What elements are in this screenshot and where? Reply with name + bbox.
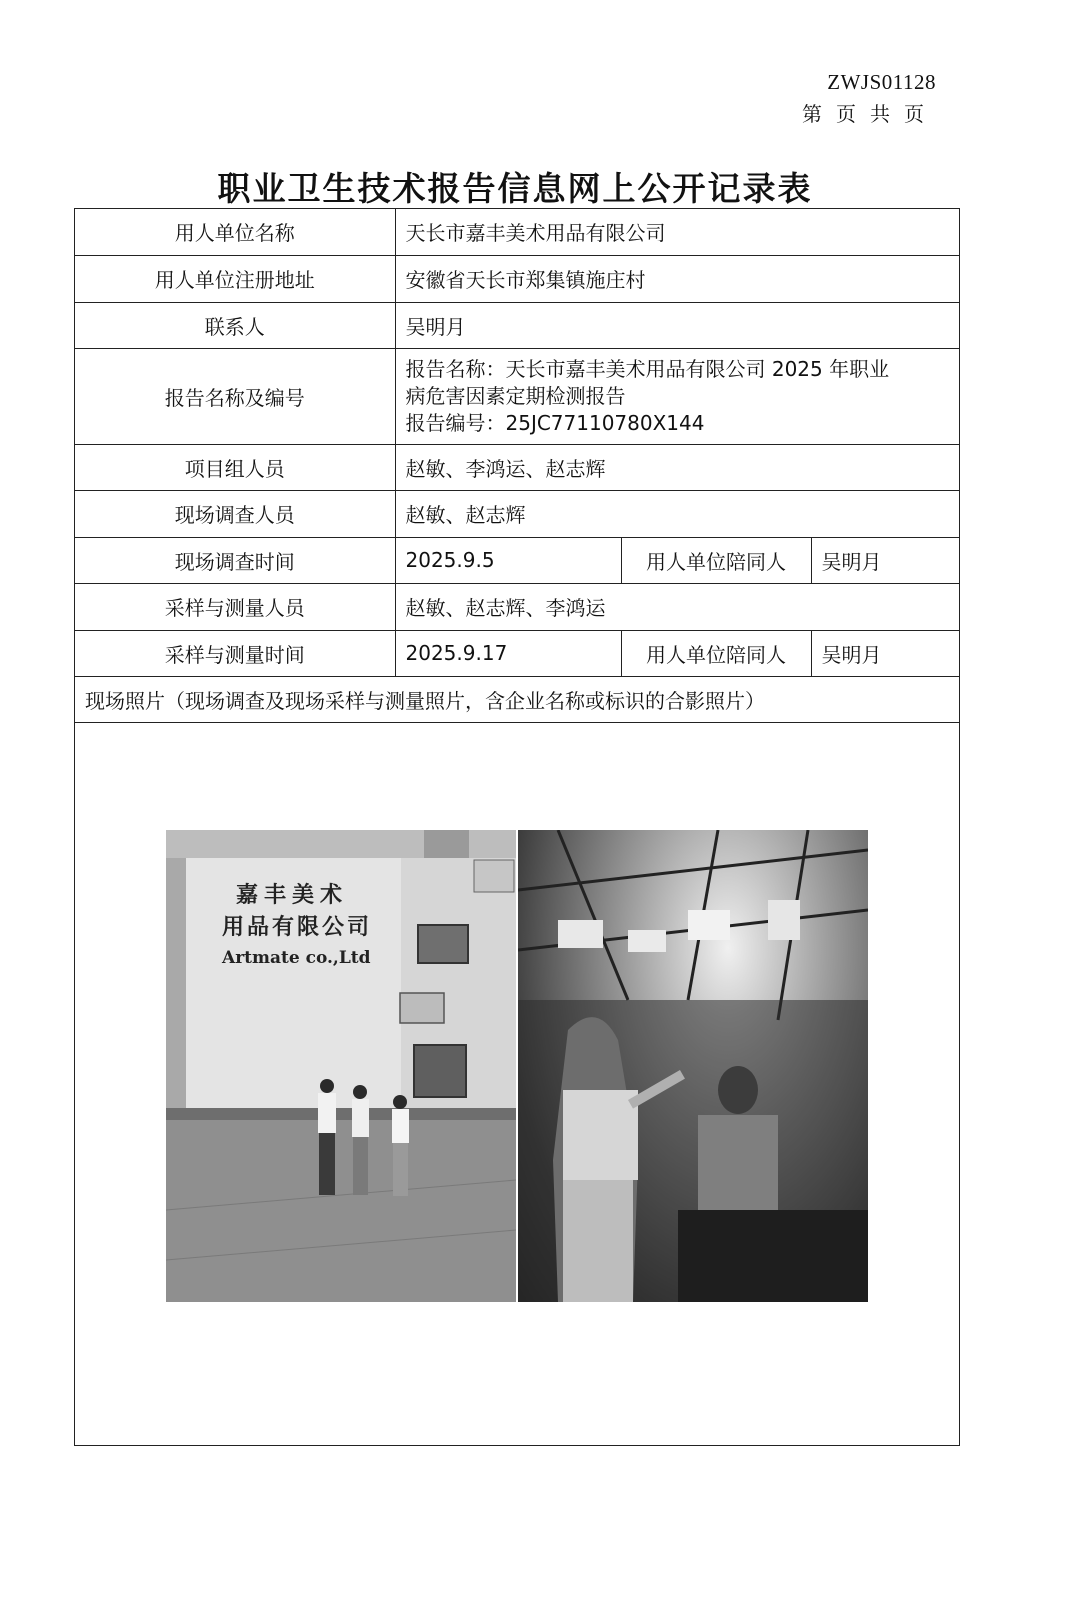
label-survey-staff: 现场调查人员	[75, 490, 395, 537]
label-sampling-staff: 采样与测量人员	[75, 583, 395, 630]
row-contact	[75, 302, 959, 348]
group-photo	[166, 830, 516, 1302]
row-sampling-time	[75, 630, 959, 676]
report-number: 报告编号：25JC77110780X144	[405, 410, 705, 435]
sign-line2: 用品有限公司	[222, 914, 373, 940]
report-name-line1: 报告名称：天长市嘉丰美术用品有限公司 2025 年职业	[405, 356, 890, 381]
sign-line3: Artmate co.,Ltd	[222, 948, 371, 968]
document-code: ZWJS01128	[827, 70, 936, 94]
row-project-team	[75, 444, 959, 490]
page-info: 第页共页	[802, 102, 938, 126]
label-sampling-time: 采样与测量时间	[75, 630, 395, 676]
value-employer-address: 安徽省天长市郑集镇施庄村	[395, 255, 959, 302]
label-survey-escort: 用人单位陪同人	[621, 537, 811, 583]
value-survey-staff: 赵敏、赵志辉	[395, 490, 959, 537]
value-sampling-escort: 吴明月	[811, 630, 959, 676]
value-survey-escort: 吴明月	[811, 537, 959, 583]
row-employer-name	[75, 209, 959, 255]
value-sampling-staff: 赵敏、赵志辉、李鸿运	[395, 583, 959, 630]
row-report	[75, 348, 959, 444]
label-survey-time: 现场调查时间	[75, 537, 395, 583]
info-table	[75, 209, 959, 723]
row-employer-address	[75, 255, 959, 302]
label-employer-name: 用人单位名称	[75, 209, 395, 255]
workshop-photo	[518, 830, 868, 1302]
value-survey-time: 2025.9.5	[395, 537, 621, 583]
row-survey-time	[75, 537, 959, 583]
label-report: 报告名称及编号	[75, 348, 395, 444]
value-project-team: 赵敏、李鸿运、赵志辉	[395, 444, 959, 490]
workshop-photo-illustration	[518, 830, 868, 1302]
label-sampling-escort: 用人单位陪同人	[621, 630, 811, 676]
value-report	[395, 348, 959, 444]
sign-line1: 嘉丰美术	[236, 882, 349, 908]
value-sampling-time: 2025.9.17	[395, 630, 621, 676]
row-photo-caption	[75, 676, 959, 722]
label-project-team: 项目组人员	[75, 444, 395, 490]
value-contact: 吴明月	[395, 302, 959, 348]
report-name-line2: 病危害因素定期检测报告	[405, 383, 626, 408]
row-survey-staff	[75, 490, 959, 537]
photo-caption: 现场照片（现场调查及现场采样与测量照片，含企业名称或标识的合影照片）	[75, 676, 959, 722]
label-employer-address: 用人单位注册地址	[75, 255, 395, 302]
label-contact: 联系人	[75, 302, 395, 348]
value-employer-name: 天长市嘉丰美术用品有限公司	[395, 209, 959, 255]
row-sampling-staff	[75, 583, 959, 630]
page-title: 职业卫生技术报告信息网上公开记录表	[217, 169, 813, 208]
